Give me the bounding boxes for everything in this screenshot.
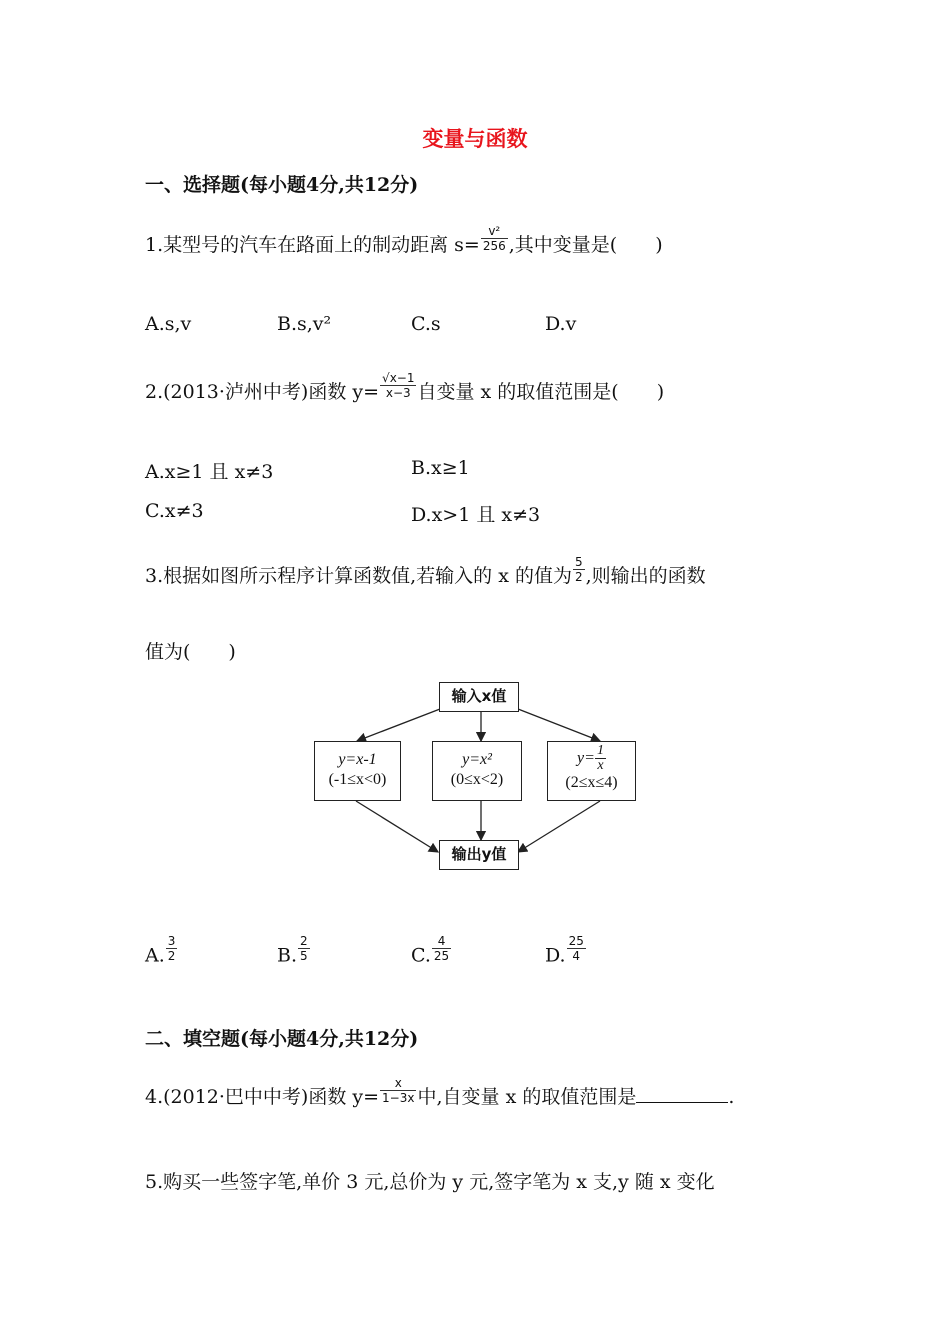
question-3-option-d: D. $\frac{25}{4}$ [545,934,584,967]
question-3-option-c: C. $\frac{4}{25}$ [411,934,450,967]
question-2-option-c: C.x≠3 [145,500,204,522]
flowchart-middle-box [432,741,522,801]
question-1-text: 1.某型号的汽车在路面上的制动距离 s= [145,234,480,256]
question-4: 4.(2012·巴中中考)函数 y= $\frac{x}{1-3x}$ 中,自变量 x 的取值范围是 . [145,1075,735,1108]
question-1-option-d: D.v [545,313,577,335]
question-1-text-after: ,其中变量是( ) [508,234,663,256]
flowchart-input-box: 输入x值 [439,682,519,712]
question-1-option-b: B.s,v² [277,313,332,335]
flowchart-left-formula: y=x-1 [338,751,377,768]
question-3-line2: 值为( ) [145,641,236,663]
question-4-text-after: 中,自变量 x 的取值范围是 [417,1086,637,1108]
flowchart-output-box: 输出y值 [439,840,519,870]
question-2-option-b: B.x≥1 [411,457,470,479]
flowchart-right-range: (2≤x≤4) [565,774,618,791]
flowchart-left-range: (-1≤x<0) [328,771,387,788]
flowchart-middle-range: (0≤x<2) [450,771,504,788]
answer-blank[interactable] [636,1086,728,1103]
question-3-fraction: $\frac{5}{2}$ [574,554,583,584]
question-3-text: 3.根据如图所示程序计算函数值,若输入的 x 的值为 [145,565,572,587]
flowchart-right-fraction: $\frac{1}{x}$ [596,743,604,773]
section-heading-choice: 一、选择题(每小题4分,共12分) [145,174,419,196]
question-4-fraction: $\frac{x}{1-3x}$ [382,1075,415,1105]
question-5: 5.购买一些签字笔,单价 3 元,总价为 y 元,签字笔为 x 支,y 随 x 变化 [145,1171,715,1193]
question-2-option-a: A.x≥1 且 x≠3 [145,461,274,483]
question-2-option-d: D.x>1 且 x≠3 [411,504,541,526]
question-2-fraction: $\frac{√x-1}{x-3}$ [382,370,415,400]
section-heading-fill: 二、填空题(每小题4分,共12分) [145,1028,419,1050]
flowchart-right-formula: y= $\frac{1}{x}$ [577,743,604,773]
question-3-option-b: B. $\frac{2}{5}$ [277,934,308,967]
question-1-option-c: C.s [411,313,441,335]
question-4-text: 4.(2012·巴中中考)函数 y= [145,1086,380,1108]
question-1-option-a: A.s,v [145,313,192,335]
question-2-text: 2.(2013·泸州中考)函数 y= [145,381,380,403]
question-3-option-a: A. $\frac{3}{2}$ [145,934,176,967]
question-3-text-after: ,则输出的函数 [585,565,706,587]
page-title: 变量与函数 [422,126,528,151]
flowchart-right-box [547,741,636,801]
flowchart-middle-formula: y=x² [462,751,492,768]
question-1-fraction: $\frac{\text{v²}}{256}$ [482,223,506,253]
flowchart-left-box [314,741,401,801]
question-2-text-after: 自变量 x 的取值范围是( ) [417,381,665,403]
